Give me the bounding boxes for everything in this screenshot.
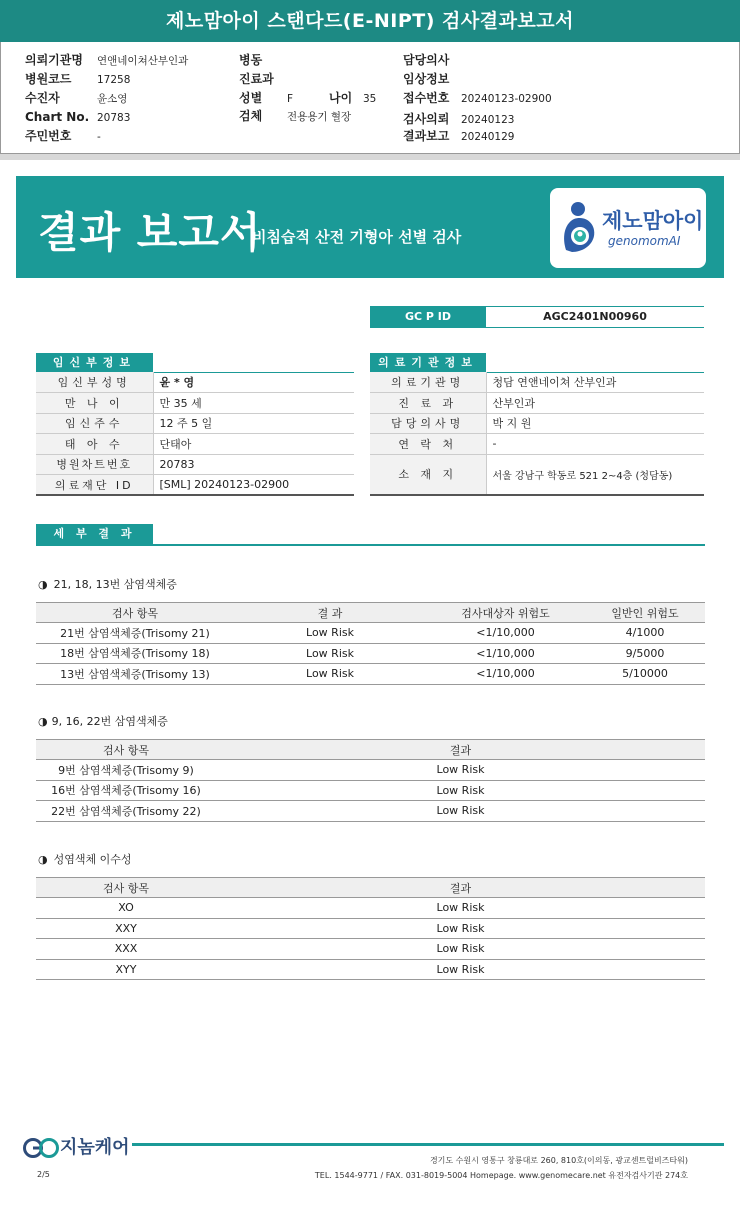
table-row bbox=[36, 454, 354, 475]
age-value: 만 35 세 bbox=[153, 393, 354, 414]
half-circle-icon: ◑ bbox=[38, 578, 48, 591]
detail-header-line bbox=[36, 544, 705, 546]
footer-line bbox=[132, 1143, 724, 1146]
trisomy-minor-table bbox=[36, 739, 705, 822]
info-doctor: 담당의사 bbox=[403, 53, 450, 67]
banner-title: 결과 보고서 bbox=[38, 208, 262, 257]
table-row: 16번 삼염색체증(Trisomy 16) Low Risk bbox=[36, 780, 705, 801]
pregnant-name-value: 윤 * 영 bbox=[153, 372, 354, 393]
table-row: 18번 삼염색체증(Trisomy 18) Low Risk <1/10,000 9/5000 bbox=[36, 643, 705, 664]
logo-name: 제노맘아이 bbox=[602, 209, 704, 233]
table-row: XXY Low Risk bbox=[36, 918, 705, 939]
gcpid-value: AGC2401N00960 bbox=[543, 310, 647, 323]
info-report-date: 결과보고 20240129 bbox=[403, 129, 515, 143]
half-circle-icon: ◑ bbox=[38, 853, 48, 866]
info-clinical: 임상정보 bbox=[403, 72, 450, 86]
table-row bbox=[36, 475, 354, 496]
table-row: XXX Low Risk bbox=[36, 939, 705, 960]
fetus-count-value: 단태아 bbox=[153, 434, 354, 455]
info-receipt-no: 접수번호 20240123-02900 bbox=[403, 91, 552, 105]
pregnancy-info-header: 임신부정보 bbox=[36, 353, 153, 373]
detail-results-header: 세 부 결 과 bbox=[36, 524, 153, 544]
department-value: 산부인과 bbox=[486, 393, 704, 414]
group1-title: ◑ 21, 18, 13번 삼염색체증 bbox=[38, 578, 177, 591]
genomecare-logo: 지놈케어 bbox=[22, 1133, 130, 1159]
table-row: 9번 삼염색체증(Trisomy 9) Low Risk bbox=[36, 760, 705, 781]
table-header-row: 검사 항목 결과 bbox=[36, 878, 705, 898]
header-divider bbox=[0, 154, 740, 160]
table-row bbox=[36, 393, 354, 414]
info-sex: 성별 F bbox=[239, 91, 294, 105]
table-row bbox=[370, 434, 704, 455]
gestation-value: 12 주 5 일 bbox=[153, 413, 354, 434]
doctor-value: 박 지 원 bbox=[486, 413, 704, 434]
table-row bbox=[370, 372, 704, 393]
half-circle-icon: ◑ bbox=[38, 715, 48, 728]
table-row bbox=[36, 372, 354, 393]
info-request-date: 검사의뢰 20240123 bbox=[403, 112, 515, 126]
contact-label: 연 락 처 bbox=[370, 434, 486, 455]
table-row bbox=[36, 413, 354, 434]
footer-address: 경기도 수원시 영통구 창룡대로 260, 810호(이의동, 광교센트럴비즈타워) bbox=[429, 1156, 688, 1165]
table-row: XYY Low Risk bbox=[36, 959, 705, 980]
table-header-row: 검사 항목 결과 bbox=[36, 740, 705, 760]
report-title: 제노맘아이 스탠다드(E-NIPT) 검사결과보고서 bbox=[0, 0, 740, 42]
institution-name-label: 의료기관명 bbox=[370, 372, 486, 393]
logo-en: genomomAI bbox=[608, 234, 681, 248]
info-requester: 의뢰기관명 연앤네이쳐산부인과 bbox=[25, 53, 189, 67]
banner-subtitle: 비침습적 산전 기형아 선별 검사 bbox=[252, 228, 462, 246]
table-row: 22번 삼염색체증(Trisomy 22) Low Risk bbox=[36, 801, 705, 822]
gcpid-label: GC P ID bbox=[370, 307, 486, 327]
gestation-label: 임신주수 bbox=[36, 413, 153, 434]
info-department: 진료과 bbox=[239, 72, 274, 86]
gc-logo-icon bbox=[22, 1137, 60, 1159]
foundation-id-value: [SML] 20240123-02900 bbox=[153, 475, 354, 496]
table-row: XO Low Risk bbox=[36, 898, 705, 919]
page-number: 2/5 bbox=[37, 1170, 50, 1179]
info-patient-name: 수진자 윤소영 bbox=[25, 91, 128, 105]
info-resident-no: 주민번호 - bbox=[25, 129, 101, 143]
location-value: 서울 강남구 학동로 521 2~4층 (청담동) bbox=[486, 454, 704, 495]
age-label: 만 나 이 bbox=[36, 393, 153, 414]
table-row: 13번 삼염색체증(Trisomy 13) Low Risk <1/10,000 5/10000 bbox=[36, 664, 705, 685]
patient-info-header bbox=[0, 42, 740, 154]
info-chart-no: Chart No. 20783 bbox=[25, 110, 131, 124]
pregnancy-info-table bbox=[36, 372, 354, 496]
institution-info-table bbox=[370, 372, 704, 496]
info-ward: 병동 bbox=[239, 53, 263, 67]
institution-name-value: 청담 연앤네이쳐 산부인과 bbox=[486, 372, 704, 393]
location-label: 소 재 지 bbox=[370, 454, 486, 495]
fetus-count-label: 태 아 수 bbox=[36, 434, 153, 455]
gcpid-box bbox=[370, 306, 704, 328]
table-row bbox=[370, 413, 704, 434]
info-hospital-code: 병원코드 17258 bbox=[25, 72, 131, 86]
table-row bbox=[370, 454, 704, 495]
chart-no-value: 20783 bbox=[153, 454, 354, 475]
footer-contact: TEL. 1544-9771 / FAX. 031-8019-5004 Homepage. www.genomecare.net 유전자검사기관 274호 bbox=[314, 1171, 688, 1180]
info-age: 나이 35 bbox=[329, 91, 377, 105]
contact-value: - bbox=[486, 434, 704, 455]
doctor-label: 담당의사명 bbox=[370, 413, 486, 434]
report-banner bbox=[16, 176, 724, 278]
pregnant-name-label: 임신부성명 bbox=[36, 372, 153, 393]
table-header-row: 검사 항목 결 과 검사대상자 위험도 일반인 위험도 bbox=[36, 603, 705, 623]
chart-no-label: 병원차트번호 bbox=[36, 454, 153, 475]
department-label: 진 료 과 bbox=[370, 393, 486, 414]
mother-baby-icon bbox=[558, 200, 602, 256]
table-row bbox=[370, 393, 704, 414]
institution-info-header: 의료기관정보 bbox=[370, 353, 486, 373]
table-row: 21번 삼염색체증(Trisomy 21) Low Risk <1/10,000 4/1000 bbox=[36, 623, 705, 644]
group2-title: ◑ 9, 16, 22번 삼염색체증 bbox=[38, 715, 168, 728]
group3-title: ◑ 성염색체 이수성 bbox=[38, 853, 132, 866]
info-specimen: 검체 전용용기 혈장 bbox=[239, 109, 352, 123]
sex-chromosome-table bbox=[36, 877, 705, 980]
table-row bbox=[36, 434, 354, 455]
foundation-id-label: 의료재단 ID bbox=[36, 475, 153, 496]
trisomy-major-table bbox=[36, 602, 705, 685]
genomom-logo bbox=[550, 188, 706, 268]
